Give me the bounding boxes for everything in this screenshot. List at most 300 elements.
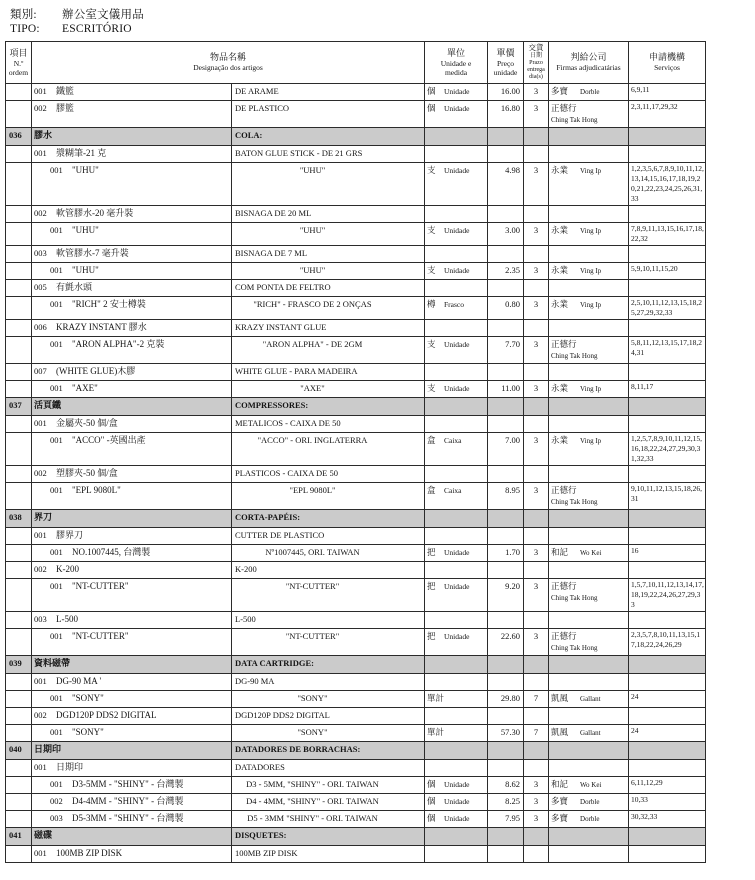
awarded-firm-cell (549, 611, 629, 628)
item-name-pt-cell: DE ARAME (232, 83, 425, 100)
item-name-cn-cell (32, 465, 232, 482)
services-cell (629, 707, 706, 724)
awarded-firm-cell (549, 83, 629, 100)
services-cell (629, 509, 706, 527)
item-number: 001 (34, 147, 47, 158)
header-line: 交貨 (528, 43, 544, 52)
services-cell (629, 245, 706, 262)
unit-price-cell: 8.95 (488, 482, 524, 509)
unit-pt: Unidade (444, 86, 470, 96)
item-name-pt-cell: DISQUETES: (232, 827, 425, 845)
unit-cell (425, 279, 488, 296)
firm-name-pt: Ching Tak Hong (551, 497, 598, 506)
item-row (6, 83, 706, 100)
item-name-cn: 100MB ZIP DISK (56, 847, 123, 858)
item-name-cn: "NT-CUTTER" (72, 630, 129, 641)
item-row (6, 205, 706, 222)
row-number-cell: 040 (6, 741, 32, 759)
delivery-days-cell: 3 (524, 810, 549, 827)
unit-price-cell (488, 205, 524, 222)
row-number-cell (6, 336, 32, 363)
item-name-cn: "SONY" (72, 692, 104, 703)
unit-pt: Unidade (444, 779, 470, 789)
detail-row (6, 810, 706, 827)
awarded-firm-cell (549, 707, 629, 724)
firm-name-cn: 正德行 (551, 580, 577, 591)
item-number: 002 (34, 207, 47, 218)
item-name-cn: DG-90 MA ' (56, 675, 102, 686)
services-cell (629, 205, 706, 222)
unit-price-cell: 7.00 (488, 432, 524, 465)
awarded-firm-cell (549, 690, 629, 707)
item-name-cn: 鐵籃 (56, 85, 75, 96)
category-row (10, 8, 755, 22)
item-number: 001 (50, 434, 63, 445)
row-number-cell (6, 415, 32, 432)
unit-cell (425, 319, 488, 336)
item-name-cn-cell (32, 673, 232, 690)
header-line: medida (444, 67, 468, 77)
unit-pt: Unidade (444, 103, 470, 113)
delivery-days-cell (524, 527, 549, 544)
unit-price-cell: 9.20 (488, 578, 524, 611)
category-value: 辦公室文儀用品 (62, 9, 144, 21)
col-header-designation (32, 42, 425, 84)
detail-row (6, 262, 706, 279)
col-header-item-no (6, 42, 32, 84)
delivery-days-cell (524, 741, 549, 759)
item-row (6, 707, 706, 724)
item-number: 001 (50, 630, 63, 641)
services-cell: 1,2,3,5,6,7,8,9,10,11,12,13,14,15,16,17,18,19,20,21,22,23,24,25,26,31,33 (629, 162, 706, 205)
awarded-firm-cell (549, 724, 629, 741)
awarded-firm-cell (549, 793, 629, 810)
item-name-cn-cell: 日期印 (32, 741, 232, 759)
awarded-firm-cell (549, 741, 629, 759)
tipo-label: TIPO: (10, 23, 40, 35)
row-number-cell (6, 363, 32, 380)
detail-row (6, 628, 706, 655)
item-row (6, 527, 706, 544)
item-name-cn: (WHITE GLUE)木膠 (56, 365, 136, 376)
services-cell (629, 397, 706, 415)
unit-cell (425, 724, 488, 741)
unit-price-cell (488, 561, 524, 578)
detail-row (6, 776, 706, 793)
services-cell: 7,8,9,11,13,15,16,17,18,22,32 (629, 222, 706, 245)
item-row (6, 465, 706, 482)
services-cell: 1,5,7,10,11,12,13,14,17,18,19,22,24,26,27,29,33 (629, 578, 706, 611)
header-line: ordem (8, 67, 29, 77)
item-name-cn: "RICH" 2 安士樽裝 (72, 298, 146, 309)
unit-cell (425, 544, 488, 561)
item-name-cn: 軟管膠水-20 毫升裝 (56, 207, 134, 218)
item-row (6, 245, 706, 262)
delivery-days-cell (524, 707, 549, 724)
item-name-cn-cell (32, 793, 232, 810)
item-number: 001 (50, 580, 63, 591)
unit-price-cell (488, 127, 524, 145)
unit-cn: 盒 (427, 484, 436, 495)
unit-price-cell (488, 145, 524, 162)
firm-name-pt: Dorble (580, 87, 600, 96)
firm-name-cn: 永業 (551, 434, 569, 445)
item-name-cn-cell (32, 279, 232, 296)
row-number-cell: 036 (6, 127, 32, 145)
unit-cn: 個 (427, 778, 436, 789)
awarded-firm-cell (549, 100, 629, 127)
unit-price-cell: 7.70 (488, 336, 524, 363)
unit-price-cell: 1.70 (488, 544, 524, 561)
row-number-cell (6, 465, 32, 482)
item-number: 002 (34, 563, 47, 574)
item-name-cn-cell (32, 262, 232, 279)
services-cell (629, 279, 706, 296)
detail-row (6, 578, 706, 611)
services-cell: 1,2,5,7,8,9,10,11,12,15,16,18,22,24,27,29,30,31,32,33 (629, 432, 706, 465)
delivery-days-cell: 3 (524, 432, 549, 465)
awarded-firm-cell (549, 205, 629, 222)
awarded-firm-cell (549, 336, 629, 363)
unit-cn: 個 (427, 812, 436, 823)
services-cell: 6,11,12,29 (629, 776, 706, 793)
services-cell (629, 827, 706, 845)
row-number-cell (6, 673, 32, 690)
unit-cell (425, 707, 488, 724)
firm-name-pt: Ching Tak Hong (551, 115, 598, 124)
unit-price-cell (488, 673, 524, 690)
row-number-cell (6, 527, 32, 544)
unit-cell (425, 380, 488, 397)
item-name-pt-cell: "EPL 9080L" (232, 482, 425, 509)
item-name-cn-cell (32, 319, 232, 336)
item-name-pt-cell: "NT-CUTTER" (232, 578, 425, 611)
unit-cell (425, 793, 488, 810)
services-cell: 9,10,11,12,13,15,18,26,31 (629, 482, 706, 509)
item-number: 002 (34, 467, 47, 478)
unit-pt: Unidade (444, 796, 470, 806)
delivery-days-cell: 3 (524, 296, 549, 319)
delivery-days-cell: 3 (524, 482, 549, 509)
firm-name-cn: 正德行 (551, 102, 577, 113)
item-number: 001 (50, 338, 63, 349)
services-cell: 10,33 (629, 793, 706, 810)
item-name-cn: "UHU" (72, 224, 99, 235)
row-number-cell (6, 724, 32, 741)
row-number-cell (6, 759, 32, 776)
item-name-pt-cell: WHITE GLUE - PARA MADEIRA (232, 363, 425, 380)
row-number-cell (6, 776, 32, 793)
item-name-pt-cell: "UHU" (232, 262, 425, 279)
item-name-pt-cell: COMPRESSORES: (232, 397, 425, 415)
unit-price-cell (488, 527, 524, 544)
unit-price-cell (488, 741, 524, 759)
item-name-cn-cell (32, 527, 232, 544)
awarded-firm-cell (549, 776, 629, 793)
table-header-row (6, 42, 706, 84)
item-number: 001 (34, 761, 47, 772)
delivery-days-cell: 3 (524, 162, 549, 205)
unit-price-cell (488, 415, 524, 432)
services-cell (629, 415, 706, 432)
firm-name-pt: Dorble (580, 814, 600, 823)
unit-cn: 支 (427, 264, 436, 275)
row-number-cell (6, 380, 32, 397)
unit-cell (425, 776, 488, 793)
delivery-days-cell (524, 655, 549, 673)
header-line: 日期Prazo (529, 52, 543, 66)
unit-pt: Unidade (444, 339, 470, 349)
item-name-pt-cell: METALICOS - CAIXA DE 50 (232, 415, 425, 432)
item-name-pt-cell: L-500 (232, 611, 425, 628)
unit-cell (425, 432, 488, 465)
row-number-cell: 037 (6, 397, 32, 415)
unit-cell (425, 222, 488, 245)
unit-price-cell: 16.00 (488, 83, 524, 100)
unit-cell (425, 245, 488, 262)
services-cell (629, 741, 706, 759)
services-cell (629, 145, 706, 162)
item-name-pt-cell: CORTA-PAPÉIS: (232, 509, 425, 527)
delivery-days-cell (524, 245, 549, 262)
awarded-firm-cell (549, 127, 629, 145)
services-cell (629, 673, 706, 690)
delivery-days-cell (524, 127, 549, 145)
row-number-cell: 041 (6, 827, 32, 845)
col-header-unit (425, 42, 488, 84)
unit-price-cell (488, 363, 524, 380)
firm-name-cn: 永業 (551, 164, 569, 175)
item-name-pt-cell: K-200 (232, 561, 425, 578)
unit-cell (425, 759, 488, 776)
item-name-cn-cell (32, 380, 232, 397)
firm-name-pt: Wo Kei (580, 548, 602, 557)
delivery-days-cell (524, 845, 549, 862)
awarded-firm-cell (549, 465, 629, 482)
awarded-firm-cell (549, 482, 629, 509)
header-line: Serviços (654, 63, 680, 73)
detail-row (6, 296, 706, 319)
header-line: 單位 (447, 47, 466, 58)
row-number-cell (6, 561, 32, 578)
unit-cn: 把 (427, 580, 436, 591)
firm-name-pt: Ving Ip (580, 384, 602, 393)
item-row (6, 100, 706, 127)
unit-pt: Unidade (444, 225, 470, 235)
section-row (6, 127, 706, 145)
item-row (6, 845, 706, 862)
item-number: 002 (34, 102, 47, 113)
item-name-cn-cell (32, 222, 232, 245)
unit-cn: 把 (427, 546, 436, 557)
delivery-days-cell (524, 415, 549, 432)
row-number-cell: 038 (6, 509, 32, 527)
item-number: 003 (50, 812, 63, 823)
delivery-days-cell (524, 205, 549, 222)
category-label: 類別: (10, 9, 37, 21)
item-row (6, 759, 706, 776)
item-number: 001 (50, 692, 63, 703)
item-name-pt-cell: "RICH" - FRASCO DE 2 ONÇAS (232, 296, 425, 319)
document-page (0, 5, 755, 863)
item-row (6, 145, 706, 162)
unit-cell (425, 397, 488, 415)
unit-cell (425, 611, 488, 628)
services-cell: 30,32,33 (629, 810, 706, 827)
item-number: 001 (50, 778, 63, 789)
delivery-days-cell (524, 561, 549, 578)
header-line: 單價 (496, 47, 515, 58)
unit-cell (425, 561, 488, 578)
firm-name-pt: Ving Ip (580, 226, 602, 235)
item-name-cn: D3-5MM - "SHINY" - 台灣製 (72, 778, 184, 789)
awarded-firm-cell (549, 319, 629, 336)
item-name-pt-cell: DE PLASTICO (232, 100, 425, 127)
header-line: Preço (496, 58, 515, 68)
row-number-cell (6, 222, 32, 245)
delivery-days-cell (524, 465, 549, 482)
item-name-cn: 膠界刀 (56, 529, 84, 540)
row-number-cell (6, 690, 32, 707)
item-number: 001 (34, 675, 47, 686)
delivery-days-cell: 3 (524, 776, 549, 793)
awarded-firm-cell (549, 380, 629, 397)
awarded-firm-cell (549, 810, 629, 827)
unit-cell (425, 509, 488, 527)
firm-name-cn: 永業 (551, 298, 569, 309)
item-name-cn-cell (32, 776, 232, 793)
delivery-days-cell: 3 (524, 628, 549, 655)
delivery-days-cell (524, 827, 549, 845)
item-name-cn-cell (32, 336, 232, 363)
row-number-cell (6, 544, 32, 561)
item-name-cn: "SONY" (72, 726, 104, 737)
item-name-pt-cell: D4 - 4MM, "SHINY" - ORI. TAIWAN (232, 793, 425, 810)
delivery-days-cell (524, 279, 549, 296)
supplies-table (5, 41, 706, 863)
header-line: Firmas adjudicatárias (556, 63, 621, 73)
awarded-firm-cell (549, 578, 629, 611)
section-row (6, 827, 706, 845)
firm-name-pt: Ving Ip (580, 300, 602, 309)
services-cell: 5,8,11,12,13,15,17,18,24,31 (629, 336, 706, 363)
item-name-pt-cell: BISNAGA DE 7 ML (232, 245, 425, 262)
unit-price-cell: 22.60 (488, 628, 524, 655)
unit-cell (425, 100, 488, 127)
unit-price-cell: 3.00 (488, 222, 524, 245)
unit-pt: Caixa (444, 485, 462, 495)
item-name-pt-cell: BATON GLUE STICK - DE 21 GRS (232, 145, 425, 162)
item-name-cn-cell (32, 690, 232, 707)
item-name-cn-cell (32, 544, 232, 561)
item-number: 001 (50, 224, 63, 235)
item-number: 002 (34, 709, 47, 720)
item-name-cn-cell (32, 482, 232, 509)
item-name-cn: L-500 (56, 613, 78, 624)
item-name-cn: "ACCO" -英國出產 (72, 434, 146, 445)
unit-pt: Unidade (444, 813, 470, 823)
delivery-days-cell: 3 (524, 793, 549, 810)
firm-name-cn: 多寶 (551, 812, 569, 823)
header-line: dia(s) (529, 73, 543, 80)
awarded-firm-cell (549, 262, 629, 279)
unit-price-cell (488, 655, 524, 673)
firm-name-pt: Ching Tak Hong (551, 643, 598, 652)
row-number-cell (6, 793, 32, 810)
item-number: 006 (34, 321, 47, 332)
unit-price-cell (488, 279, 524, 296)
row-number-cell (6, 628, 32, 655)
unit-cell (425, 673, 488, 690)
header-line: entrega (527, 66, 545, 73)
tipo-value: ESCRITÓRIO (62, 23, 132, 35)
item-number: 007 (34, 365, 47, 376)
services-cell (629, 127, 706, 145)
item-number: 005 (34, 281, 47, 292)
col-header-firms (549, 42, 629, 84)
unit-price-cell: 0.80 (488, 296, 524, 319)
item-name-cn-cell (32, 296, 232, 319)
item-name-cn: "UHU" (72, 264, 99, 275)
item-name-cn-cell: 磁碟 (32, 827, 232, 845)
services-cell: 24 (629, 690, 706, 707)
detail-row (6, 544, 706, 561)
item-name-cn: D5-3MM - "SHINY" - 台灣製 (72, 812, 184, 823)
delivery-days-cell (524, 397, 549, 415)
unit-cn: 單計 (427, 726, 445, 737)
unit-price-cell (488, 397, 524, 415)
firm-name-cn: 多寶 (551, 795, 569, 806)
firm-name-pt: Dorble (580, 797, 600, 806)
detail-row (6, 336, 706, 363)
unit-cn: 支 (427, 338, 436, 349)
item-name-cn: "AXE" (72, 382, 98, 393)
item-number: 001 (34, 529, 47, 540)
item-name-pt-cell: Nº1007445, ORI. TAIWAN (232, 544, 425, 561)
unit-price-cell (488, 245, 524, 262)
services-cell (629, 465, 706, 482)
item-number: 001 (50, 382, 63, 393)
item-name-cn-cell (32, 810, 232, 827)
section-row (6, 509, 706, 527)
row-number-cell (6, 145, 32, 162)
item-name-cn-cell (32, 363, 232, 380)
services-cell: 6,9,11 (629, 83, 706, 100)
unit-pt: Caixa (444, 435, 462, 445)
item-name-pt-cell: DG-90 MA (232, 673, 425, 690)
header-line: 物品名稱 (210, 52, 247, 63)
delivery-days-cell (524, 509, 549, 527)
section-row (6, 741, 706, 759)
item-name-pt-cell: "ARON ALPHA" - DE 2GM (232, 336, 425, 363)
unit-cell (425, 690, 488, 707)
item-name-cn-cell: 資料磁帶 (32, 655, 232, 673)
unit-cell (425, 262, 488, 279)
item-name-cn-cell (32, 578, 232, 611)
delivery-days-cell (524, 611, 549, 628)
firm-name-pt: Ching Tak Hong (551, 351, 598, 360)
unit-price-cell: 8.25 (488, 793, 524, 810)
item-number: 001 (50, 298, 63, 309)
firm-name-pt: Gallant (580, 728, 601, 737)
unit-cell (425, 415, 488, 432)
item-name-pt-cell: "SONY" (232, 724, 425, 741)
col-header-services (629, 42, 706, 84)
item-name-cn-cell: 膠水 (32, 127, 232, 145)
header-line: Unidade e (440, 58, 472, 68)
awarded-firm-cell (549, 145, 629, 162)
item-name-pt-cell: "ACCO" - ORI. INGLATERRA (232, 432, 425, 465)
